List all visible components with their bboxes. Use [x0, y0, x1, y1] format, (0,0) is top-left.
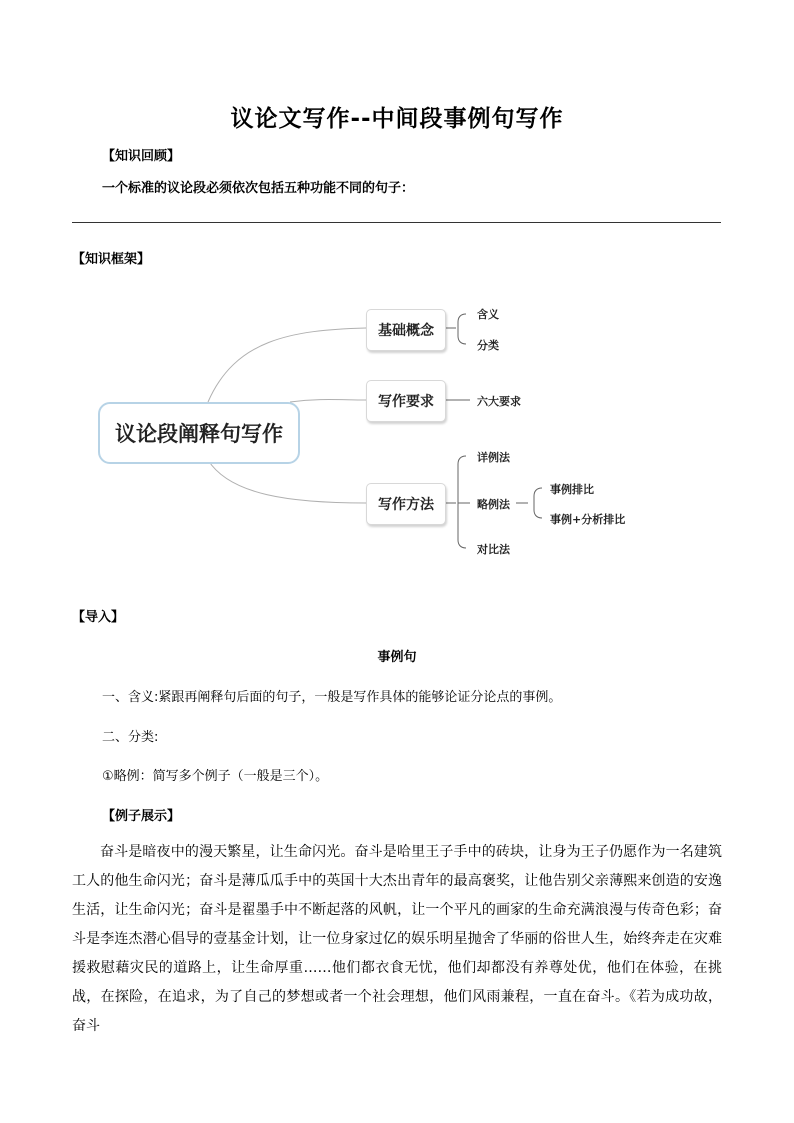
page-title: 议论文写作--中间段事例句写作: [230, 106, 564, 132]
example-paragraph-text: 奋斗是暗夜中的漫天繁星，让生命闪光。奋斗是哈里王子手中的砖块，让身为王子仍愿作为一名建筑工人的他生命闪光；奋斗是薄瓜瓜手中的英国十大杰出青年的最高褒奖，让他告别父亲薄熙来创造的安逸生活，让生命闪光；奋斗是翟墨手中不断起落的风帆，让一个平凡的画家的生命充满浪漫与传奇色彩；奋斗是李连杰潜心倡导的壹基金计划，让一位身家过亿的娱乐明星抛舍了华丽的俗世人生，始终奔走在灾难援救慰藉灾民的道路上，让生命厚重……他们都衣食无忧，他们却都没有养尊处优，他们在体验，在挑战，在探险，在追求，为了自己的梦想或者一个社会理想，他们风雨兼程，一直在奋斗。《若为成功故，奋斗: [72, 844, 722, 1034]
framework-heading: 【知识框架】: [72, 252, 151, 267]
intro-line-brief-example: ①略例：简写多个例子（一般是三个）。: [102, 769, 329, 784]
mind-map-root: 议论段阐释句写作: [98, 402, 300, 464]
leaf-detailed-example-method: 详例法: [477, 451, 510, 464]
subleaf-example-parallelism: 事例排比: [550, 483, 594, 496]
intro-line-classification: 二、分类:: [102, 730, 159, 745]
section-title-example-sentence: 事例句: [377, 650, 417, 665]
branch-basic-concept: 基础概念: [366, 309, 446, 351]
leaf-brief-example-method: 略例法: [477, 498, 510, 511]
review-text: 一个标准的议论段必须依次包括五种功能不同的句子：: [102, 181, 415, 196]
subleaf-example-analysis-parallelism: 事例+分析排比: [550, 513, 626, 526]
example-paragraph: [72, 838, 722, 1041]
leaf-classification: 分类: [477, 339, 499, 352]
leaf-meaning: 含义: [477, 308, 499, 321]
intro-heading: 【导入】: [72, 610, 125, 625]
intro-line-meaning: 一、含义:紧跟再阐释句后面的句子，一般是写作具体的能够论证分论点的事例。: [102, 690, 562, 705]
branch-writing-methods: 写作方法: [366, 483, 446, 525]
branch-writing-requirements: 写作要求: [366, 380, 446, 422]
leaf-six-requirements: 六大要求: [477, 395, 521, 408]
leaf-contrast-method: 对比法: [477, 543, 510, 556]
example-heading: 【例子展示】: [102, 809, 181, 824]
review-heading: 【知识回顾】: [102, 149, 181, 164]
